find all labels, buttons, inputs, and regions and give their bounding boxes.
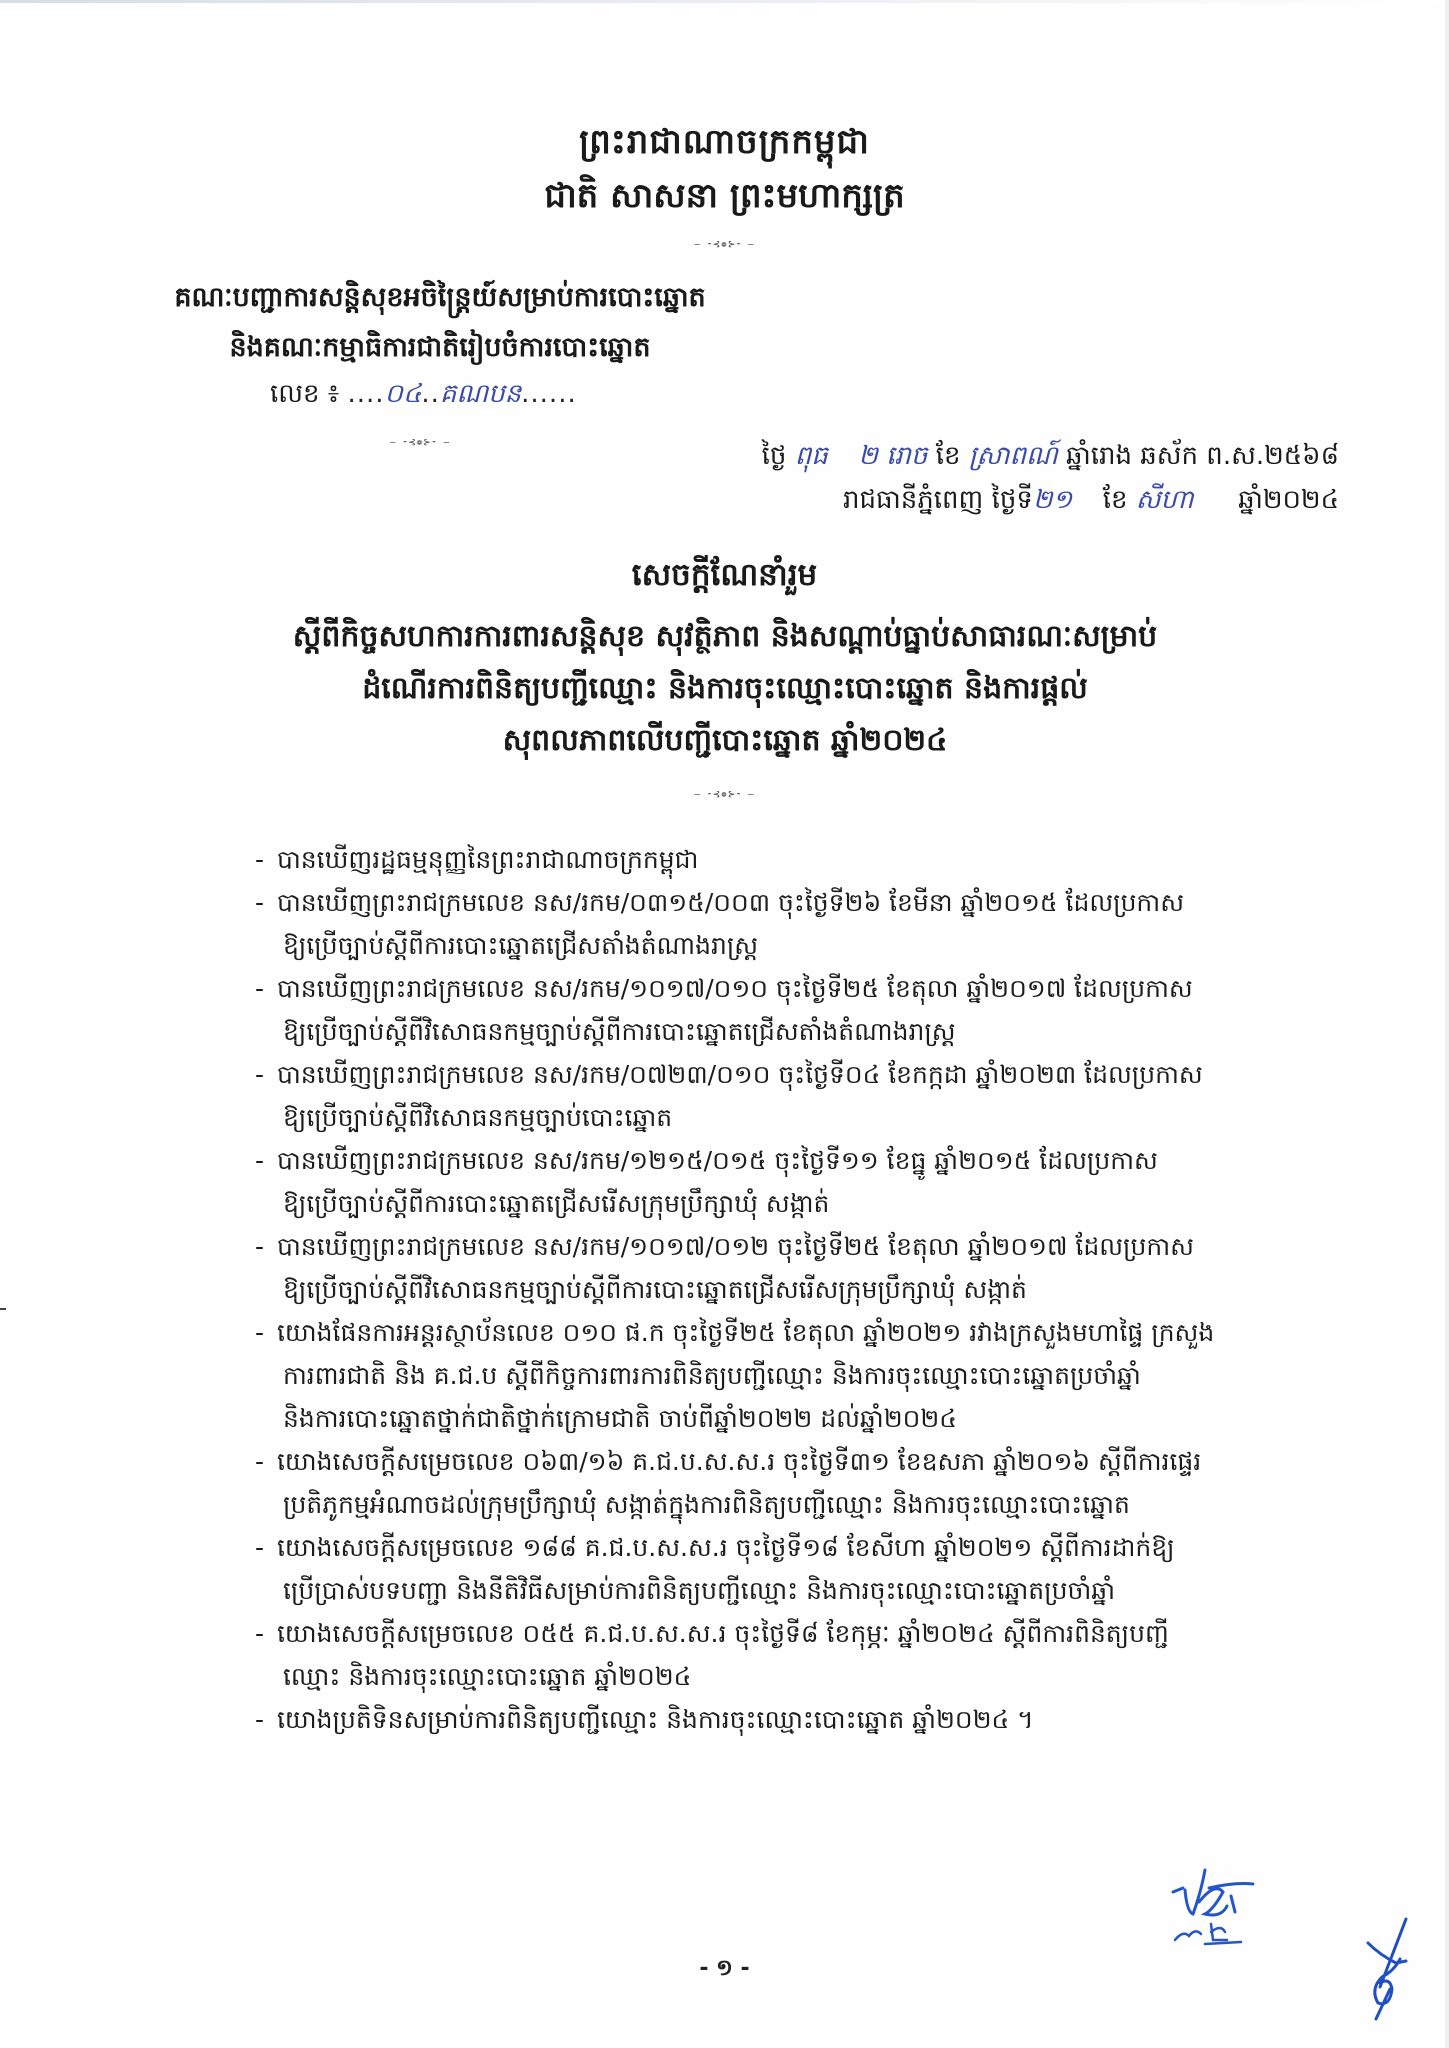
reference-label: លេខ ៖ <box>270 379 340 409</box>
issuer-line-2: និងគណៈកម្មាធិការជាតិរៀបចំការបោះឆ្នោត <box>229 332 651 363</box>
reference-dots: .... <box>347 379 385 409</box>
day-label: ថ្ងៃ <box>761 441 787 471</box>
list-item <box>255 1612 1320 1698</box>
subject-line: ស្ដីពីកិច្ចសហការការពារសន្តិសុខ សុវត្ថិភាព និងសណ្ដាប់ធ្នាប់សាធារណៈសម្រាប់ <box>292 619 1158 654</box>
list-item <box>255 1698 1320 1741</box>
reference-text: ឱ្យប្រើច្បាប់ស្ដីពីការបោះឆ្នោតជ្រើសរើសក្រុមប្រឹក្សាឃុំ សង្កាត់ <box>283 1189 830 1218</box>
reference-text: ឱ្យប្រើច្បាប់ស្ដីពីវិសោធនកម្មច្បាប់ស្ដីពីការបោះឆ្នោតជ្រើសរើសក្រុមប្រឹក្សាឃុំ សង្កាត់ <box>283 1275 1027 1304</box>
month-label: ខែ <box>1102 485 1128 515</box>
reference-dots: ...... <box>521 379 577 409</box>
list-item <box>255 881 1320 967</box>
scan-top-edge <box>0 0 1449 3</box>
reference-suffix: គណបន <box>439 379 522 409</box>
reference-text: - បានឃើញព្រះរាជក្រមលេខ នស/រកម/១០១៧/០១០ ចុះថ្ងៃទី២៥ ខែតុលា ឆ្នាំ២០១៧ ដែលប្រកាស <box>277 974 1193 1003</box>
lunar-weekday: ពុធ <box>794 441 828 471</box>
list-item <box>255 1526 1320 1612</box>
ornament-divider: — ⁃⊰❁⊱⁃ — <box>694 240 755 250</box>
list-item <box>255 1440 1320 1526</box>
page-number: - ១ - <box>699 1956 750 1981</box>
list-item <box>255 1311 1320 1440</box>
list-item <box>255 1225 1320 1311</box>
reference-text: - យោងសេចក្ដីសម្រេចលេខ ០៥៥ គ.ជ.ប.ស.ស.រ ចុះថ្ងៃទី៨ ខែកុម្ភៈ ឆ្នាំ២០២៤ ស្ដីពីការពិនិត្យបញ្ជី <box>277 1619 1169 1648</box>
list-item <box>255 838 1320 881</box>
solar-date <box>843 480 1339 520</box>
kingdom-title: ព្រះរាជាណាចក្រកម្ពុជា <box>579 122 870 162</box>
national-motto: ជាតិ សាសនា ព្រះមហាក្សត្រ <box>544 176 905 216</box>
lunar-month: ស្រាពណ៍ <box>968 441 1058 471</box>
reference-text: ការពារជាតិ និង គ.ជ.ប ស្ដីពីកិច្ចការពារការពិនិត្យបញ្ជីឈ្មោះ និងការចុះឈ្មោះបោះឆ្នោតប្រចាំឆ្នាំ <box>283 1361 1141 1390</box>
place: រាជធានីភ្នំពេញ <box>843 485 984 515</box>
reference-text: - យោងផែនការអន្តរស្ថាប័នលេខ ០១០ ផ.ក ចុះថ្ងៃទី២៥ ខែតុលា ឆ្នាំ២០២១ រវាងក្រសួងមហាផ្ទៃ ក្រសួង <box>277 1318 1215 1347</box>
reference-text: - បានឃើញព្រះរាជក្រមលេខ នស/រកម/០៧២៣/០១០ ចុះថ្ងៃទី០៤ ខែកក្កដា ឆ្នាំ២០២៣ ដែលប្រកាស <box>277 1060 1203 1089</box>
list-item <box>255 1053 1320 1139</box>
initials-signature-icon <box>1165 1862 1285 1952</box>
reference-number-value: ០៤ <box>384 379 422 409</box>
reference-text: ឈ្មោះ និងការចុះឈ្មោះបោះឆ្នោត ឆ្នាំ២០២៤ <box>283 1662 692 1691</box>
reference-text: - យោងសេចក្ដីសម្រេចលេខ ០៦៣/១៦ គ.ជ.ប.ស.ស.រ ចុះថ្ងៃទី៣១ ខែឧសភា ឆ្នាំ២០១៦ ស្ដីពីការផ្ទេរ <box>277 1447 1202 1476</box>
lunar-date <box>762 436 1339 476</box>
reference-text: - បានឃើញរដ្ឋធម្មនុញ្ញនៃព្រះរាជាណាចក្រកម្ពុជា <box>277 845 699 874</box>
document-type: សេចក្ដីណែនាំរួម <box>631 557 818 593</box>
subject-line: សុពលភាពលើបញ្ជីបោះឆ្នោត ឆ្នាំ២០២៤ <box>502 723 948 758</box>
reference-text: ឱ្យប្រើច្បាប់ស្ដីពីការបោះឆ្នោតជ្រើសតាំងតំណាងរាស្ត្រ <box>283 931 759 960</box>
reference-text: ប្រើប្រាស់បទបញ្ជា និងនីតិវិធីសម្រាប់ការពិនិត្យបញ្ជីឈ្មោះ និងការចុះឈ្មោះបោះឆ្នោតប្រចាំឆ្នាំ <box>283 1576 1116 1605</box>
reference-text: - យោងសេចក្ដីសម្រេចលេខ ១៨៨ គ.ជ.ប.ស.ស.រ ចុះថ្ងៃទី១៨ ខែសីហា ឆ្នាំ២០២១ ស្ដីពីការដាក់ឱ្យ <box>277 1533 1175 1562</box>
reference-text: - បានឃើញព្រះរាជក្រមលេខ នស/រកម/១០១៧/០១២ ចុះថ្ងៃទី២៥ ខែតុលា ឆ្នាំ២០១៧ ដែលប្រកាស <box>277 1232 1194 1261</box>
day-value: ២១ <box>1032 485 1073 515</box>
reference-text: និងការបោះឆ្នោតថ្នាក់ជាតិថ្នាក់ក្រោមជាតិ ចាប់ពីឆ្នាំ២០២២ ដល់ឆ្នាំ២០២៤ <box>283 1404 957 1433</box>
reference-text: - បានឃើញព្រះរាជក្រមលេខ នស/រកម/១២១៥/០១៥ ចុះថ្ងៃទី១១ ខែធ្នូ ឆ្នាំ២០១៥ ដែលប្រកាស <box>277 1146 1158 1175</box>
month-value: សីហា <box>1135 485 1194 515</box>
reference-text: ឱ្យប្រើច្បាប់ស្ដីពីវិសោធនកម្មច្បាប់បោះឆ្នោត <box>283 1103 673 1132</box>
month-label: ខែ <box>935 441 961 471</box>
legal-references-list <box>255 838 1320 1741</box>
reference-number <box>270 374 577 414</box>
list-item <box>255 1139 1320 1225</box>
lunar-year: ឆ្នាំរោង ឆស័ក ព.ស.២៥៦៨ <box>1066 441 1339 471</box>
issuer-line-1: គណៈបញ្ជាការសន្តិសុខអចិន្ត្រៃយ៍សម្រាប់ការបោះឆ្នោត <box>174 282 706 313</box>
reference-text: - យោងប្រតិទិនសម្រាប់ការពិនិត្យបញ្ជីឈ្មោះ និងការចុះឈ្មោះបោះឆ្នោត ឆ្នាំ២០២៤ ។ <box>277 1705 1034 1734</box>
scan-right-edge <box>1445 0 1449 2048</box>
ornament-divider: — ⁃⊰❁⊱⁃ — <box>389 438 451 448</box>
list-item <box>255 967 1320 1053</box>
reference-text: ឱ្យប្រើច្បាប់ស្ដីពីវិសោធនកម្មច្បាប់ស្ដីពីការបោះឆ្នោតជ្រើសតាំងតំណាងរាស្ត្រ <box>283 1017 956 1046</box>
lunar-day: ២ រោច <box>858 441 928 471</box>
ornament-divider: — ⁃⊰❁⊱⁃ — <box>694 790 755 800</box>
year-value: ឆ្នាំ២០២៤ <box>1238 485 1339 515</box>
reference-text: ប្រតិភូកម្មអំណាចដល់ក្រុមប្រឹក្សាឃុំ សង្កាត់ក្នុងការពិនិត្យបញ្ជីឈ្មោះ និងការចុះឈ្មោះបោះឆ្នោត <box>283 1490 1130 1519</box>
reference-dots: .. <box>421 379 440 409</box>
scan-mark <box>0 1308 6 1310</box>
reference-text: - បានឃើញព្រះរាជក្រមលេខ នស/រកម/០៣១៥/០០៣ ចុះថ្ងៃទី២៦ ខែមីនា ឆ្នាំ២០១៥ ដែលប្រកាស <box>277 888 1185 917</box>
day-label: ថ្ងៃទី <box>991 485 1033 515</box>
subject-line: ដំណើរការពិនិត្យបញ្ជីឈ្មោះ និងការចុះឈ្មោះបោះឆ្នោត និងការផ្ដល់ <box>362 671 1088 706</box>
